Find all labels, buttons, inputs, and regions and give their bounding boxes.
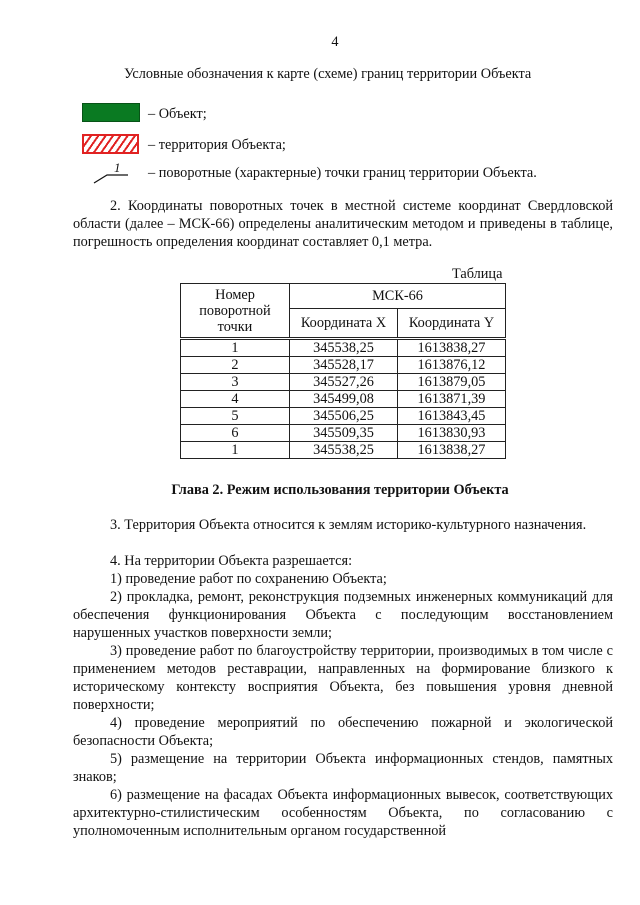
coordinate-y-cell: 1613838,27 <box>398 442 506 459</box>
table-row <box>181 339 506 357</box>
table-row <box>181 391 506 408</box>
list-item: 6) размещение на фасадах Объекта информационных вывесок, соответствующих архитектурно-стилистическим особенностям Объекта, по согласованию с уполномоченным исполнительным органом государственной <box>73 787 613 839</box>
table-row <box>181 374 506 391</box>
coordinate-y-cell: 1613830,93 <box>398 425 506 442</box>
legend-turning-point-text: – поворотные (характерные) точки границ территории Объекта. <box>148 165 537 181</box>
coordinate-x-cell: 345509,35 <box>290 425 398 442</box>
point-number-cell: 6 <box>181 425 290 442</box>
list-item: 3) проведение работ по благоустройству территории, производимых в том числе с применением методов реставрации, направленных на формирование близкого к историческому контексту восприятия Объекта, без повышения уровня дневной поверхности; <box>73 643 613 713</box>
table-row <box>181 425 506 442</box>
point-number-cell: 2 <box>181 357 290 374</box>
coordinate-x-cell: 345538,25 <box>290 339 398 357</box>
list-item: 4) проведение мероприятий по обеспечению пожарной и экологической безопасности Объекта; <box>73 715 613 749</box>
point-number-cell: 4 <box>181 391 290 408</box>
list-item: 1) проведение работ по сохранению Объекта; <box>110 571 387 587</box>
point-number-cell: 3 <box>181 374 290 391</box>
table-caption: Таблица <box>452 266 503 282</box>
list-item: 5) размещение на территории Объекта информационных стендов, памятных знаков; <box>73 751 613 785</box>
coordinate-y-cell: 1613879,05 <box>398 374 506 391</box>
coordinate-x-cell: 345538,25 <box>290 442 398 459</box>
coordinates-table <box>180 283 506 459</box>
coordinate-x-cell: 345506,25 <box>290 408 398 425</box>
chapter-title: Глава 2. Режим использования территории Объекта <box>171 482 509 498</box>
paragraph-permitted-intro: 4. На территории Объекта разрешается: <box>110 553 353 569</box>
header-coordinate-system: МСК-66 <box>290 284 506 309</box>
legend-object-text: – Объект; <box>148 106 207 122</box>
legend-title: Условные обозначения к карте (схеме) границ территории Объекта <box>124 66 532 82</box>
paragraph-land-category: 3. Территория Объекта относится к землям историко-культурного назначения. <box>110 517 587 533</box>
page-number: 4 <box>331 34 339 50</box>
coordinate-y-cell: 1613843,45 <box>398 408 506 425</box>
coordinate-y-cell: 1613838,27 <box>398 339 506 357</box>
point-number-cell: 1 <box>181 442 290 459</box>
coordinate-y-cell: 1613876,12 <box>398 357 506 374</box>
coordinate-x-cell: 345527,26 <box>290 374 398 391</box>
header-coordinate-x: Координата X <box>290 309 398 339</box>
table-row <box>181 408 506 425</box>
coordinate-x-cell: 345499,08 <box>290 391 398 408</box>
coordinate-x-cell: 345528,17 <box>290 357 398 374</box>
point-number-cell: 5 <box>181 408 290 425</box>
legend-territory-text: – территория Объекта; <box>148 137 286 153</box>
list-item: 2) прокладка, ремонт, реконструкция подземных инженерных коммуникаций для обеспечения функционирования Объекта с последующим восстановлением нарушенных участков поверхности земли; <box>73 589 613 641</box>
point-number-cell: 1 <box>181 339 290 357</box>
table-row <box>181 357 506 374</box>
coordinate-y-cell: 1613871,39 <box>398 391 506 408</box>
paragraph-coordinates: 2. Координаты поворотных точек в местной системе координат Свердловской области (далее – МСК-66) определены аналитическим методом и приведены в таблице, погрешность определения координат составляет 0,1 метра. <box>73 198 613 250</box>
turning-point-label: 1 <box>114 162 121 175</box>
turning-point-icon <box>82 162 138 184</box>
header-coordinate-y: Координата Y <box>398 309 506 339</box>
territory-hatch-swatch <box>82 134 139 154</box>
header-point-number: Номер поворотной точки <box>181 284 290 339</box>
table-row <box>181 442 506 459</box>
object-fill-swatch <box>82 103 140 122</box>
